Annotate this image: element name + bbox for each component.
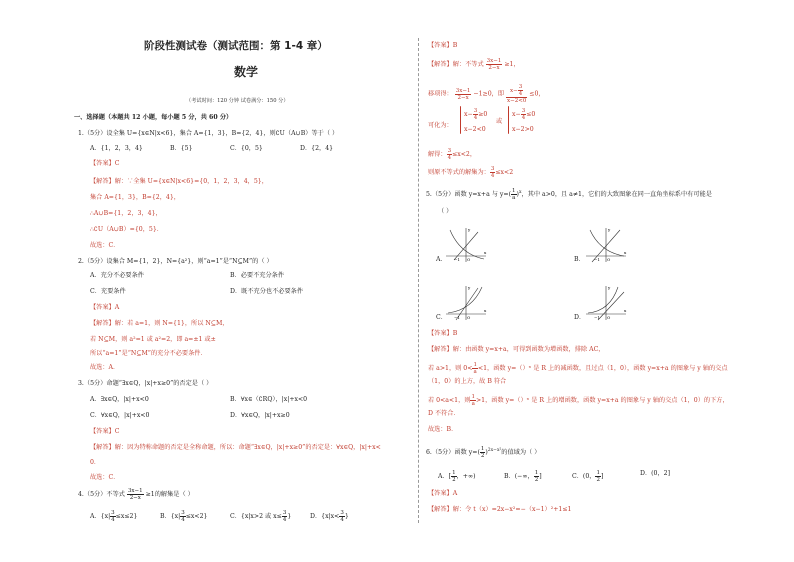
q6-option-a: A．[ $\frac{1}{2}$ ，+∞) xyxy=(438,470,476,483)
q1-option-b: B．{5} xyxy=(170,145,193,152)
q4-option-d: D．{x|x< $\frac{3}{4}$ } xyxy=(310,510,349,523)
svg-text:x: x xyxy=(624,250,627,255)
q1-option-d: D．{2，4} xyxy=(300,145,334,152)
svg-text:y: y xyxy=(608,285,611,290)
section-heading: 一、选择题（本题共 12 小题，每小题 5 分，共 60 分） xyxy=(74,114,233,121)
q1-stem: 1.（5分）设全集 U={x∈N|x<6}，集合 A={1，3}，B={2，4}，则∁U（A∪B）等于（ ） xyxy=(78,130,339,137)
q1-solution-1: 【解答】解：∵全集 U={x∈N|x<6}={0，1，2，3，4，5}， xyxy=(90,178,268,185)
svg-text:−1: −1 xyxy=(454,257,460,262)
case1-brace xyxy=(460,106,461,134)
q2-answer: 【答案】A xyxy=(90,304,120,311)
q6-option-d: D．(0，2] xyxy=(640,470,671,477)
q5-solution-1: 【解答】解：由函数 y=x+a，可得到函数为增函数，排除 AC， xyxy=(428,346,605,353)
q3-option-d: D．∀x∈Q，|x|+x≥0 xyxy=(230,412,290,419)
q6-option-b: B．(−∞， $\frac{1}{2}$ ] xyxy=(504,470,542,483)
q1-option-c: C．{0，5} xyxy=(230,145,263,152)
q6-solution-1: 【解答】解：令 t（x）=2x−x²=−（x−1）²+1≤1 xyxy=(428,506,572,513)
q3-solution-2: 0． xyxy=(90,459,101,466)
q6-option-c: C．(0， $\frac{1}{2}$ ] xyxy=(572,470,604,483)
q4-option-a: A．{x| $\frac{3}{4}$ ≤x≤2} xyxy=(90,510,138,523)
svg-text:−1: −1 xyxy=(454,315,460,320)
svg-text:x: x xyxy=(484,250,487,255)
q3-answer: 【答案】C xyxy=(90,428,120,435)
case2-line2: x−2>0 xyxy=(512,126,534,133)
svg-text:x: x xyxy=(624,308,627,313)
q2-stem: 2.（5分）设集合 M={1，2}，N={a²}，则“a=1”是“N⊆M”的（ ） xyxy=(78,258,273,265)
graph-b-svg xyxy=(584,226,628,264)
q3-option-c: C．∀x∈Q，|x|+x<0 xyxy=(90,412,150,419)
q3-stem: 3.（5分）命题“∃x∈Q，|x|+x≥0”的否定是（ ） xyxy=(78,380,213,387)
svg-text:y: y xyxy=(468,227,471,232)
q4-solution-1: 【解答】解：不等式 $\frac{3x-1}{2-x}$ ≥1， xyxy=(428,58,520,71)
svg-text:y: y xyxy=(608,227,611,232)
q2-solution-4: 故选：A． xyxy=(90,364,120,371)
case1-line2: x−2<0 xyxy=(464,126,486,133)
q5-solution-5: D 不符合． xyxy=(428,410,460,417)
q3-option-b: B．∀x∈（∁RQ），|x|+x<0 xyxy=(230,396,308,403)
q2-solution-3: 所以“a=1”是“N⊆M”的充分不必要条件． xyxy=(90,350,207,357)
q5-graph-b xyxy=(584,226,628,264)
q5-solution-2: 若 a>1，则 0< $\frac{1}{a}$ <1，函数 y=（）ˣ 是 R 上的减函数，且过点（1，0），函数 y=x+a 的图象与 y 轴的交点 xyxy=(428,362,728,375)
q5-solution-6: 故选：B． xyxy=(428,426,458,433)
q5-option-d-label: D． xyxy=(574,314,586,321)
q5-graph-c xyxy=(444,284,488,322)
case1-line1: x− $\frac{3}{4}$ ≥0 xyxy=(464,108,488,121)
q6-stem: 6.（5分）函数 y=( $\frac{1}{2}$ )$^{2x-x^2}$的值域为（ ） xyxy=(426,446,541,459)
q4-solution-4: 解得： $\frac{3}{4}$ ≤x<2， xyxy=(428,148,477,161)
svg-text:−1: −1 xyxy=(594,257,600,262)
q4-option-c: C．{x|x>2 或 x≤ $\frac{3}{4}$ } xyxy=(230,510,292,523)
q4-option-b: B．{x| $\frac{3}{4}$ ≤x<2} xyxy=(160,510,208,523)
q1-solution-2: 集合 A={1，3}，B={2，4}， xyxy=(90,194,180,201)
q4-solution-3: 可化为： xyxy=(428,122,453,129)
case2-brace xyxy=(508,106,509,134)
q3-solution-1: 【解答】解：因为特称命题的否定是全称命题，所以：命题“∃x∈Q，|x|+x≥0”的否定是：∀x∈Q，|x|+x< xyxy=(90,444,381,451)
svg-text:O: O xyxy=(467,257,471,262)
q5-stem: 5.（5分）函数 y=x+a 与 y=( $\frac{1}{a}$ )$^x$，其中 a>0，且 a≠1，它们的大致图象在同一直角坐标系中有可能是 xyxy=(426,188,712,201)
svg-text:x: x xyxy=(484,308,487,313)
q3-solution-3: 故选：C． xyxy=(90,474,120,481)
q5-solution-4: 若 0<a<1，则 $\frac{1}{a}$ >1，函数 y=（）ˣ 是 R 上的增函数，函数 y=x+a 的图象与 y 轴的交点（1，0）的下方， xyxy=(428,394,729,407)
q5-option-c-label: C． xyxy=(436,314,447,321)
q2-solution-2: 若 N⊆M，则 a²=1 或 a²=2，即 a=±1 或± xyxy=(90,336,216,343)
q2-option-b: B．必要不充分条件 xyxy=(230,272,285,279)
q1-answer: 【答案】C xyxy=(90,160,120,167)
svg-text:O: O xyxy=(467,315,471,320)
q4-solution-2: 移项得： $\frac{3x-1}{2-x}$ −1≥0，即 x− $\frac{3}{4}$ x−2<0 ≤0， xyxy=(428,84,545,104)
q5-graph-d xyxy=(584,284,628,322)
graph-a-svg xyxy=(444,226,488,264)
q1-solution-5: 故选：C． xyxy=(90,242,120,249)
q1-solution-3: ∴A∪B={1，2，3，4}， xyxy=(90,210,162,217)
q5-option-a-label: A． xyxy=(436,256,447,263)
graph-c-svg xyxy=(444,284,488,322)
q2-option-a: A．充分不必要条件 xyxy=(90,272,144,279)
q4-solution-5: 则原不等式的解集为： $\frac{3}{4}$ ≤x<2 xyxy=(428,166,514,179)
doc-title: 阶段性测试卷（测试范围：第 1-4 章） xyxy=(144,40,328,52)
q5-paren: （ ） xyxy=(438,208,453,215)
q2-option-d: D．既不充分也不必要条件 xyxy=(230,288,304,295)
or-word: 或 xyxy=(496,118,503,125)
svg-text:O: O xyxy=(607,257,611,262)
q5-solution-3: （1，0）的上方，故 B 符合 xyxy=(428,378,507,385)
q1-option-a: A．{1，2，3，4} xyxy=(90,145,143,152)
q5-option-b-label: B． xyxy=(574,256,585,263)
svg-text:O: O xyxy=(607,315,611,320)
q4-fraction: $\frac{3x-1}{2-x}$ xyxy=(127,488,143,501)
svg-text:−1: −1 xyxy=(594,315,600,320)
q6-answer: 【答案】A xyxy=(428,490,458,497)
doc-subject: 数学 xyxy=(234,65,259,79)
q4-stem: 4.（5分）不等式 $\frac{3x-1}{2-x}$ ≥1的解集是（ ） xyxy=(78,488,194,501)
exam-info: （考试时间：120 分钟 试卷满分：150 分） xyxy=(186,98,289,104)
q2-solution-1: 【解答】解：若 a=1，则 N={1}，所以 N⊆M， xyxy=(90,320,229,327)
q3-option-a: A．∃x∈Q，|x|+x<0 xyxy=(90,396,149,403)
q1-solution-4: ∴∁U（A∪B）={0，5}． xyxy=(90,226,163,233)
q5-answer: 【答案】B xyxy=(428,330,458,337)
q2-option-c: C．充要条件 xyxy=(90,288,126,295)
case2-line1: x− $\frac{3}{4}$ ≤0 xyxy=(512,108,536,121)
q5-graph-a xyxy=(444,226,488,264)
graph-d-svg xyxy=(584,284,628,322)
svg-text:y: y xyxy=(468,285,471,290)
column-divider xyxy=(418,38,419,523)
q4-answer: 【答案】B xyxy=(428,42,458,49)
